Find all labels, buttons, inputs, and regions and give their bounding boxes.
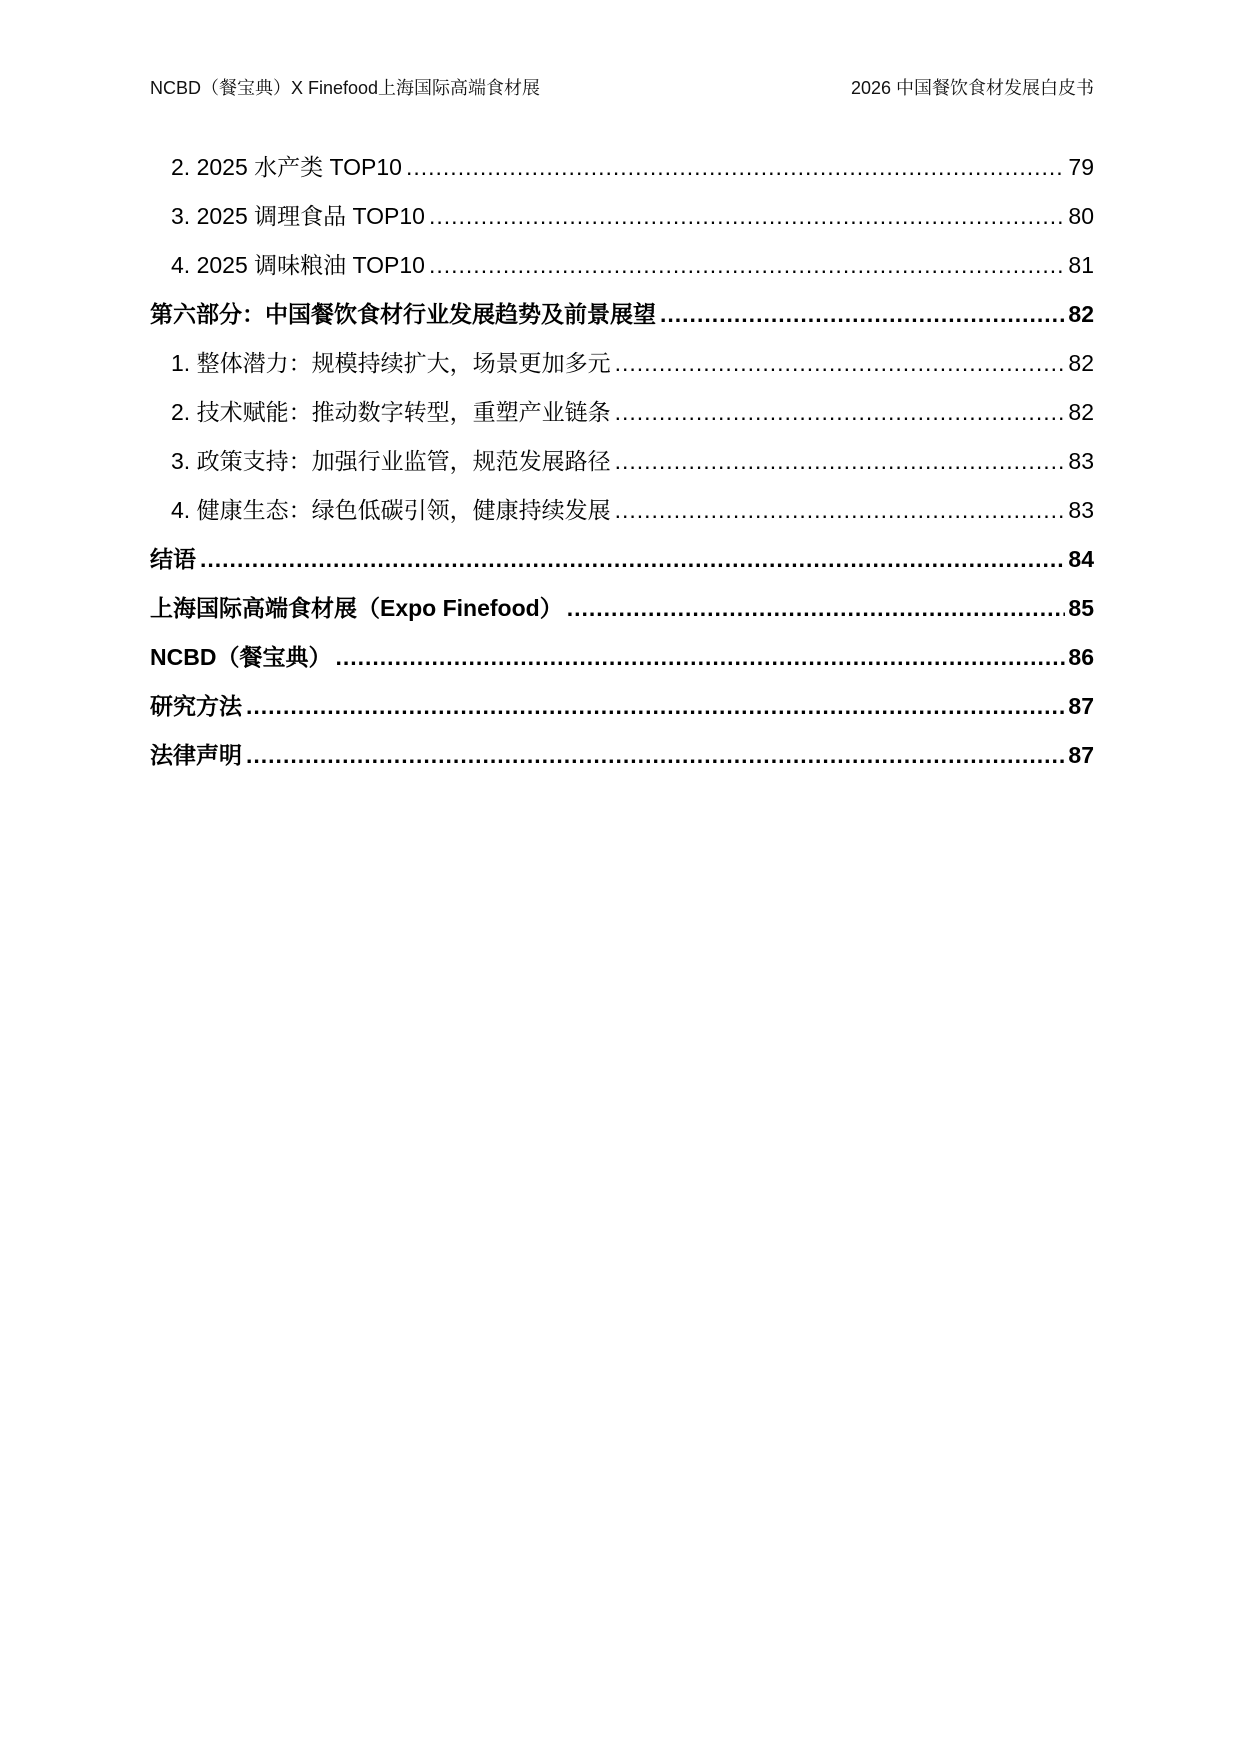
toc-dot-leader — [615, 344, 1066, 382]
toc-section-legal-notice[interactable] — [150, 736, 1094, 785]
toc-section-title: 上海国际高端食材展（Expo Finefood） — [150, 595, 563, 621]
toc-section-title: NCBD（餐宝典） — [150, 644, 332, 670]
toc-section-title: 法律声明 — [150, 742, 242, 768]
toc-page-number: 83 — [1068, 448, 1094, 474]
toc-dot-leader — [246, 736, 1065, 774]
toc-entry-title: 2. 技术赋能：推动数字转型，重塑产业链条 — [171, 399, 611, 425]
toc-entry-aquatic-top10[interactable] — [150, 148, 1094, 197]
toc-page-number: 87 — [1068, 742, 1094, 768]
toc-page-number: 84 — [1068, 546, 1094, 572]
toc-page-number: 82 — [1068, 301, 1094, 327]
toc-dot-leader — [615, 442, 1066, 480]
table-of-contents — [150, 148, 1094, 785]
toc-section-part-six[interactable] — [150, 295, 1094, 344]
toc-entry-title: 4. 健康生态：绿色低碳引领，健康持续发展 — [171, 497, 611, 523]
toc-entry-policy-support[interactable] — [150, 442, 1094, 491]
toc-entry-title: 4. 2025 调味粮油 TOP10 — [171, 252, 425, 278]
toc-entry-title: 1. 整体潜力：规模持续扩大，场景更加多元 — [171, 350, 611, 376]
toc-page-number: 80 — [1068, 203, 1094, 229]
toc-dot-leader — [406, 148, 1065, 186]
toc-dot-leader — [429, 197, 1065, 235]
toc-entry-seasoning-top10[interactable] — [150, 246, 1094, 295]
toc-entry-title: 2. 2025 水产类 TOP10 — [171, 154, 402, 180]
toc-page-number: 83 — [1068, 497, 1094, 523]
toc-section-expo-finefood[interactable] — [150, 589, 1094, 638]
toc-page-number: 82 — [1068, 350, 1094, 376]
toc-section-title: 研究方法 — [150, 693, 242, 719]
header-left-text: NCBD（餐宝典）X Finefood上海国际高端食材展 — [150, 78, 541, 98]
toc-dot-leader — [429, 246, 1065, 284]
toc-page-number: 81 — [1068, 252, 1094, 278]
toc-section-conclusion[interactable] — [150, 540, 1094, 589]
toc-entry-tech-empowerment[interactable] — [150, 393, 1094, 442]
toc-dot-leader — [615, 491, 1066, 529]
toc-page-number: 87 — [1068, 693, 1094, 719]
toc-dot-leader — [335, 638, 1065, 676]
toc-section-title: 结语 — [150, 546, 196, 572]
toc-section-research-methods[interactable] — [150, 687, 1094, 736]
toc-entry-prepared-food-top10[interactable] — [150, 197, 1094, 246]
toc-page-number: 82 — [1068, 399, 1094, 425]
toc-entry-title: 3. 政策支持：加强行业监管，规范发展路径 — [171, 448, 611, 474]
toc-dot-leader — [200, 540, 1065, 578]
toc-page-number: 85 — [1068, 595, 1094, 621]
toc-entry-title: 3. 2025 调理食品 TOP10 — [171, 203, 425, 229]
toc-entry-healthy-ecology[interactable] — [150, 491, 1094, 540]
toc-section-ncbd[interactable] — [150, 638, 1094, 687]
toc-section-title: 第六部分：中国餐饮食材行业发展趋势及前景展望 — [150, 301, 656, 327]
toc-dot-leader — [615, 393, 1066, 431]
toc-dot-leader — [567, 589, 1066, 627]
page-header — [150, 76, 1094, 100]
toc-page-number: 79 — [1068, 154, 1094, 180]
toc-dot-leader — [660, 295, 1065, 333]
toc-dot-leader — [246, 687, 1065, 725]
toc-page-number: 86 — [1068, 644, 1094, 670]
header-right-text: 2026 中国餐饮食材发展白皮书 — [850, 78, 1094, 98]
toc-entry-overall-potential[interactable] — [150, 344, 1094, 393]
